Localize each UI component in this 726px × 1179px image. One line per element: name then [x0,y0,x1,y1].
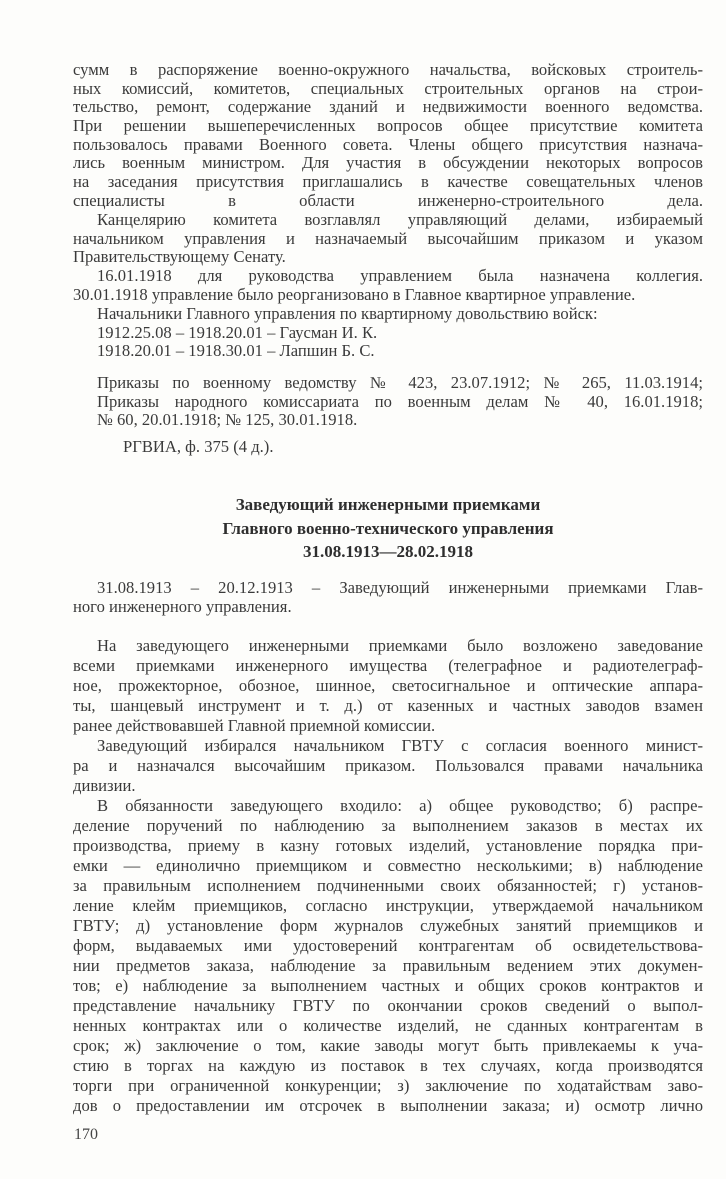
page-number: 170 [74,1126,98,1143]
text-line: дов о предоставлении им отсрочек в выполнении заказа; и) осмотр лично [73,1096,703,1115]
text-line: При решении вышеперечисленных вопросов общее присутствие комитета [73,117,703,136]
text-line: начальником управления и назначаемый высочайшим приказом и указом [73,229,703,248]
text-line: ты, шанцевый инструмент и т. д.) от казенных и частных заводов взамен [73,696,703,715]
text-line: производства, приему в казну готовых изделий, установление порядка при- [73,836,703,855]
text-line: ненных контрактах или о количестве изделий, не сданных контрагентам в [73,1016,703,1035]
section-heading [73,493,703,564]
text-line: ра и назначался высочайшим приказом. Пользовался правами начальника [73,756,703,775]
heading-line-1: Заведующий инженерными приемками [235,495,541,514]
text-line: дивизии. [73,776,136,795]
text-line: ного инженерного управления. [73,597,292,616]
text-line: ранее действовавшей Главной приемной комиссии. [73,716,436,735]
heading-line-3: 31.08.1913—28.02.1918 [303,542,473,561]
text-line: тов; е) наблюдение за выполнением частных и общих сроков контрактов и [73,976,703,995]
text-line: № 60, 20.01.1918; № 125, 30.01.1918. [97,411,358,430]
text-line: деление поручений по наблюдению за выполнением заказов в местах их [73,816,703,835]
text-line: 30.01.1918 управление было реорганизовано в Главное квартирное управление. [73,285,636,304]
text-line: 1912.25.08 – 1918.20.01 – Гаусман И. К. [97,323,378,342]
text-line: представление начальнику ГВТУ по окончании сроков сведений о выпол- [73,996,703,1015]
text-line: торги при ограниченной конкуренции; з) заключение по ходатайствам заво- [73,1076,703,1095]
text-line: Начальники Главного управления по квартирному довольствию войск: [97,305,598,323]
text-line: Канцелярию комитета возглавлял управляющий делами, избираемый [97,211,703,229]
heading-line-2: Главного военно-технического управления [222,518,554,538]
text-line: форм, выдаваемых ими удостоверений контрагентам об освидетельствова- [73,936,703,955]
paragraph-appointment [73,736,703,796]
text-line: всеми приемками инженерного имущества (телеграфное и радиотелеграф- [73,656,703,675]
text-line: лись военным министром. Для участия в обсуждении некоторых вопросов [73,154,703,173]
paragraph-collegium [73,267,703,304]
text-line: В обязанности заведующего входило: а) общее руководство; б) распре- [97,796,703,815]
text-line: Приказы народного комиссариата по военным делам № 40, 16.01.1918; [97,392,703,411]
text-line: ление клейм приемщиков, согласно инструкции, утверждаемой начальником [73,896,703,915]
list-chiefs [73,305,703,361]
text-line: ГВТУ; д) установление форм журналов служебных занятий приемщиков и [73,916,703,935]
paragraph-predecessor [73,579,703,616]
paragraph-orders [73,374,703,430]
text-line: 1918.20.01 – 1918.30.01 – Лапшин Б. С. [97,342,375,361]
text-line: специалисты в области инженерно-строительного дела. [73,191,703,210]
text-line: Правительствующему Сенату. [73,248,286,267]
paragraph-duties-list [73,796,703,1116]
text-line: нии предметов заказа, наблюдение за правильным ведением этих докумен- [73,956,703,975]
text-line: На заведующего инженерными приемками было возложено заведование [97,636,703,655]
paragraph-responsibilities [73,636,703,736]
text-line: 16.01.1918 для руководства управлением была назначена коллегия. [97,267,703,285]
archive-reference [73,438,703,457]
text-line: на заседания присутствия приглашались в качестве совещательных членов [73,173,703,192]
text-line: 31.08.1913 – 20.12.1913 – Заведующий инженерными приемками Глав- [97,579,703,597]
text-line: за правильным исполнением подчиненными своих обязанностей; г) установ- [73,876,703,895]
text-line: емки — единолично приемщиком и совместно несколькими; в) наблюдение [73,856,703,875]
text-line: стию в торгах на каждую из поставок в тех случаях, когда производятся [73,1056,703,1075]
paragraph-committee-duties [73,61,703,211]
text-line: сумм в распоряжение военно-окружного начальства, войсковых строитель- [73,61,703,79]
text-line: ных комиссий, комитетов, специальных строительных органов на строи- [73,79,703,98]
text-line: Заведующий избирался начальником ГВТУ с согласия военного минист- [97,736,703,755]
text-line: ное, прожекторное, обозное, шинное, светосигнальное и оптические аппара- [73,676,703,695]
text-line: РГВИА, ф. 375 (4 д.). [123,438,274,456]
text-line: Приказы по военному ведомству № 423, 23.07.1912; № 265, 11.03.1914; [97,374,703,392]
paragraph-chancellery [73,211,703,267]
text-line: тельство, ремонт, содержание зданий и недвижимости военного ведомства. [73,98,703,117]
text-line: пользовалось правами Военного совета. Члены общего присутствия назнача- [73,135,703,154]
text-line: срок; ж) заключение о том, какие заводы могут быть привлекаемы к уча- [73,1036,703,1055]
